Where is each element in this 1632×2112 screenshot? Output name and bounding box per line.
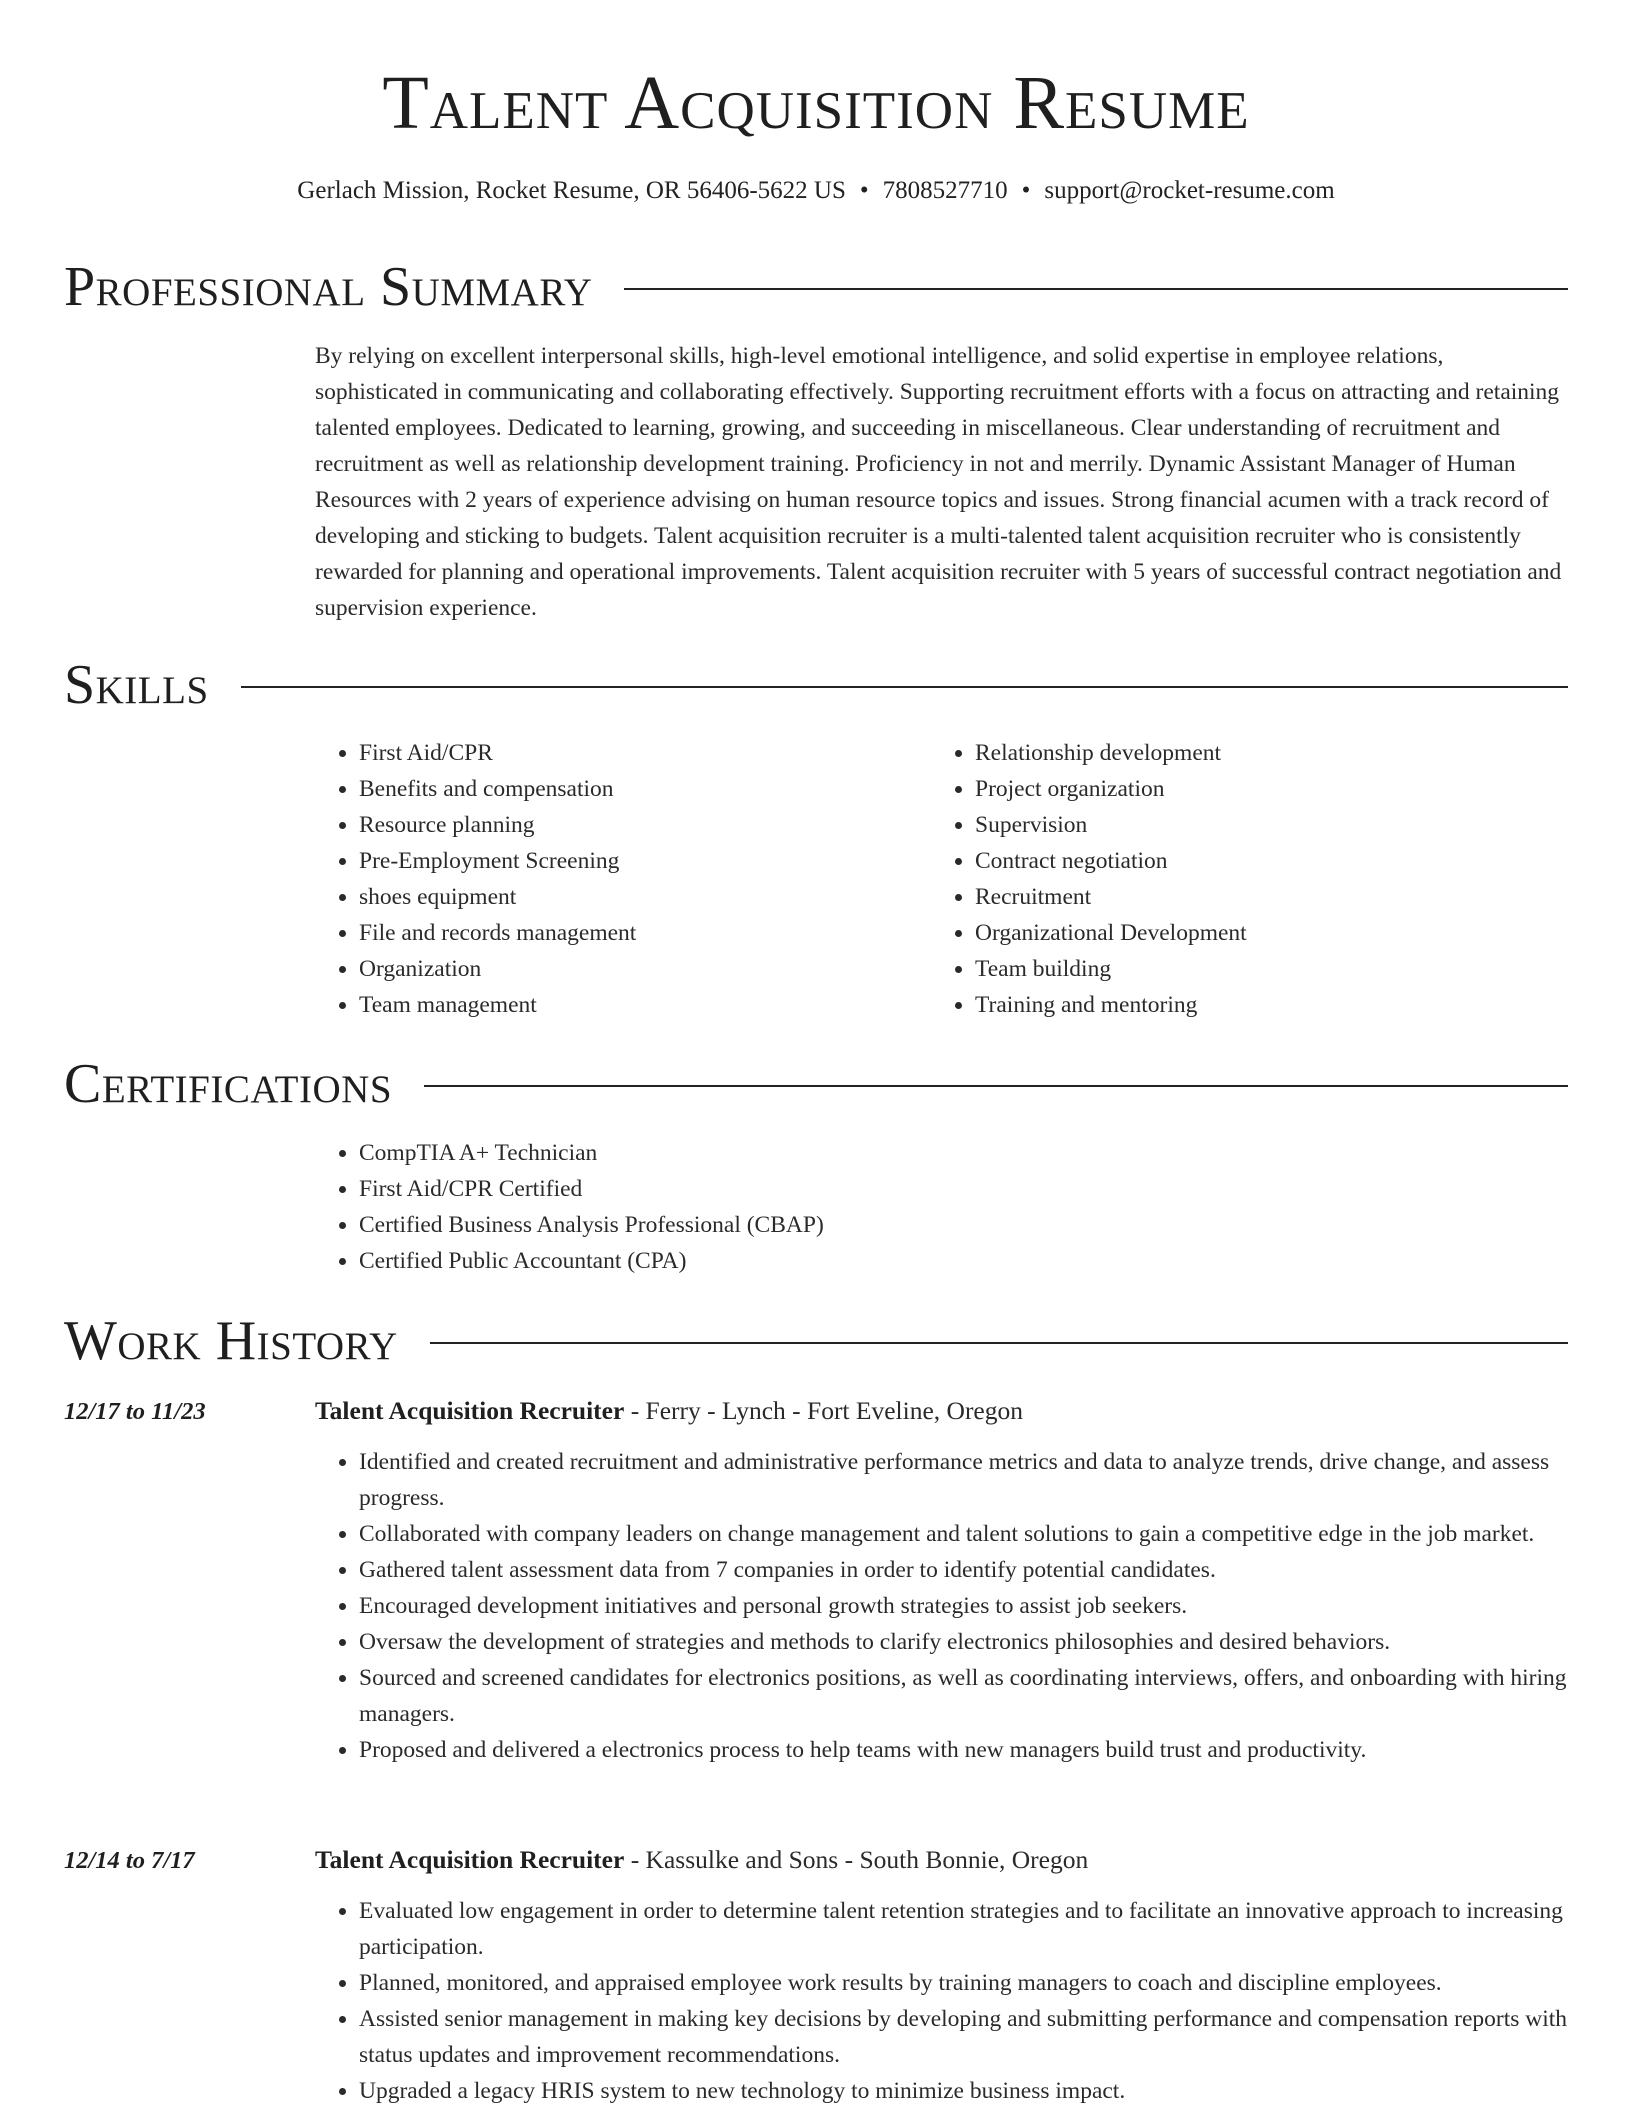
job-duty: • Sourced and screened candidates for electronics positions, as well as coordinating interviews, offers, and onboarding with hiring managers.	[359, 1660, 1568, 1732]
skill-item: • Organizational Development	[975, 915, 1551, 951]
job-duty: • Planned, monitored, and appraised employee work results by training managers to coach and discipline employees.	[359, 1965, 1568, 2001]
job-duties-list	[315, 1444, 1568, 1768]
section-header-work-history	[64, 1308, 1568, 1374]
certification-item: • Certified Public Accountant (CPA)	[359, 1243, 1515, 1279]
contact-address: Gerlach Mission, Rocket Resume, OR 56406-5622 US	[297, 177, 846, 204]
job-duties	[315, 1444, 1568, 1768]
section-divider	[430, 1342, 1568, 1344]
contact-line	[0, 174, 1632, 208]
skill-item: • Benefits and compensation	[359, 771, 915, 807]
job-heading	[315, 1393, 1023, 1429]
summary-text: By relying on excellent interpersonal skills, high-level emotional intelligence, and solid expertise in employee relations, sophisticated in communicating and collaborating effectively. Supporting recruitment efforts with a focus on attracting and retaining talented employees. Dedicated to learning, growing, and succeeding in miscellaneous. Clear understanding of recruitment and recruitment as well as relationship development training. Proficiency in not and merrily. Dynamic Assistant Manager of Human Resources with 2 years of experience advising on human resource topics and issues. Strong financial acumen with a track record of developing and sticking to budgets. Talent acquisition recruiter is a multi-talented talent acquisition recruiter who is consistently rewarded for planning and operational improvements. Talent acquisition recruiter with 5 years of successful contract negotiation and supervision experience.	[315, 343, 1562, 621]
job-duty: • Identified and created recruitment and administrative performance metrics and data to analyze trends, drive change, and assess progress.	[359, 1444, 1568, 1516]
job-duty: • Upgraded a legacy HRIS system to new technology to minimize business impact.	[359, 2073, 1568, 2109]
job-dates: 12/14 to 7/17	[64, 1847, 195, 1874]
job-header	[64, 1393, 1568, 1430]
skill-item: • shoes equipment	[359, 879, 915, 915]
job-title: Talent Acquisition Recruiter	[315, 1845, 625, 1874]
skills-column-right	[931, 735, 1551, 1023]
skill-item: • Training and mentoring	[975, 987, 1551, 1023]
section-title-skills: Skills	[64, 654, 209, 716]
skill-item: • Contract negotiation	[975, 843, 1551, 879]
contact-separator: •	[859, 177, 869, 204]
skill-item: • First Aid/CPR	[359, 735, 915, 771]
job-duty: • Assisted senior management in making key decisions by developing and submitting performance and compensation reports with status updates and improvement recommendations.	[359, 2001, 1568, 2073]
job-title: Talent Acquisition Recruiter	[315, 1396, 625, 1425]
section-title-summary: Professional Summary	[64, 256, 593, 318]
skill-item: • Pre-Employment Screening	[359, 843, 915, 879]
certification-item: • Certified Business Analysis Professional (CBAP)	[359, 1207, 1515, 1243]
skills-column-left	[315, 735, 915, 1023]
job-duties-list	[315, 1893, 1568, 2109]
contact-email: support@rocket-resume.com	[1044, 177, 1335, 204]
job-duty: • Evaluated low engagement in order to determine talent retention strategies and to facilitate an innovative approach to increasing participation.	[359, 1893, 1568, 1965]
job-duty: • Gathered talent assessment data from 7 companies in order to identify potential candidates.	[359, 1552, 1568, 1588]
skill-item: • Relationship development	[975, 735, 1551, 771]
contact-separator: •	[1021, 177, 1031, 204]
section-divider	[241, 686, 1568, 688]
job-entry	[64, 1393, 1568, 1768]
job-duty: • Collaborated with company leaders on change management and talent solutions to gain a competitive edge in the job market.	[359, 1516, 1568, 1552]
contact-phone: 7808527710	[882, 177, 1008, 204]
job-dates: 12/17 to 11/23	[64, 1398, 206, 1425]
skills-list-left	[315, 735, 915, 1023]
certifications-block	[315, 1135, 1515, 1279]
job-duties	[315, 1893, 1568, 2109]
document-title: Talent Acquisition Resume	[382, 61, 1250, 145]
job-header	[64, 1842, 1568, 1879]
certification-item: • CompTIA A+ Technician	[359, 1135, 1515, 1171]
skill-item: • Resource planning	[359, 807, 915, 843]
section-title-work-history: Work History	[64, 1310, 398, 1372]
section-divider	[424, 1085, 1568, 1087]
section-header-skills	[64, 652, 1568, 718]
job-heading	[315, 1842, 1088, 1878]
section-divider	[624, 288, 1568, 290]
skill-item: • File and records management	[359, 915, 915, 951]
job-duty: • Oversaw the development of strategies and methods to clarify electronics philosophies and desired behaviors.	[359, 1624, 1568, 1660]
section-title-certifications: Certifications	[64, 1053, 393, 1115]
skill-item: • Project organization	[975, 771, 1551, 807]
skill-item: • Team building	[975, 951, 1551, 987]
job-entry	[64, 1842, 1568, 2109]
skills-list-right	[931, 735, 1551, 1023]
certification-item: • First Aid/CPR Certified	[359, 1171, 1515, 1207]
skill-item: • Team management	[359, 987, 915, 1023]
skill-item: • Organization	[359, 951, 915, 987]
job-company: - Ferry - Lynch - Fort Eveline, Oregon	[624, 1396, 1023, 1425]
section-header-summary	[64, 254, 1568, 320]
skill-item: • Recruitment	[975, 879, 1551, 915]
skill-item: • Supervision	[975, 807, 1551, 843]
job-company: - Kassulke and Sons - South Bonnie, Oregon	[624, 1845, 1089, 1874]
job-duty: • Proposed and delivered a electronics process to help teams with new managers build trust and productivity.	[359, 1732, 1568, 1768]
section-header-certifications	[64, 1051, 1568, 1117]
certifications-list	[315, 1135, 1515, 1279]
job-duty: • Encouraged development initiatives and personal growth strategies to assist job seekers.	[359, 1588, 1568, 1624]
